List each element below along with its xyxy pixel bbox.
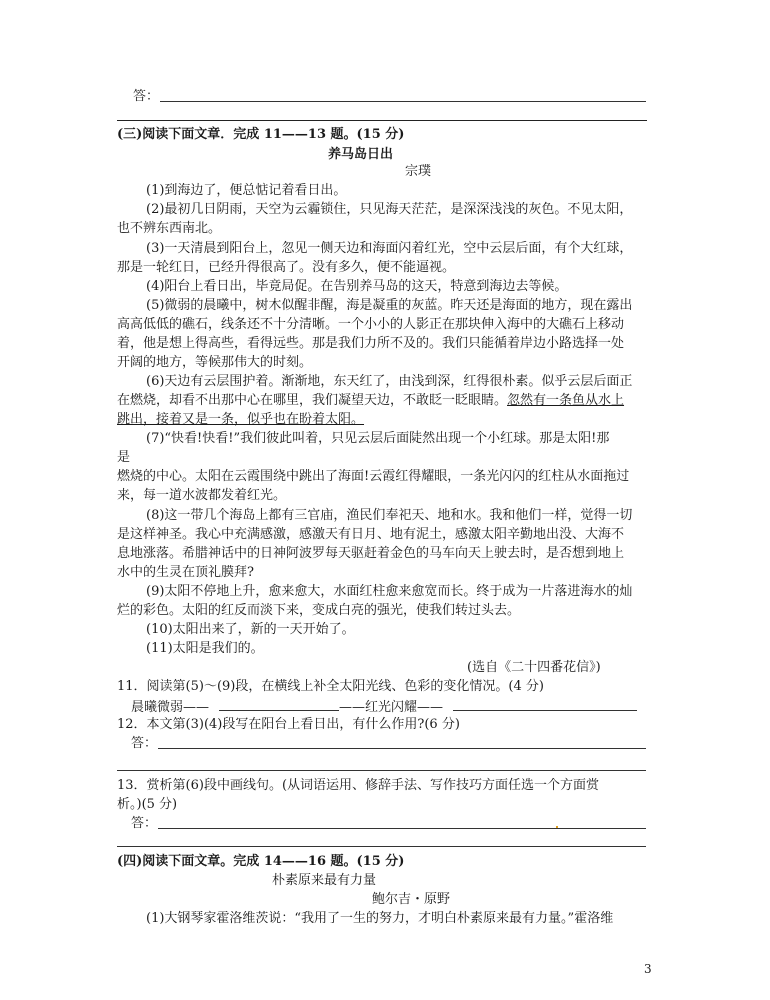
paragraph-8: (8)这一带几个海岛上都有三官庙，渔民们奉祀天、地和水。我和他们一样，觉得一切	[146, 508, 633, 523]
page-number: 3	[644, 962, 652, 976]
paragraph-7-cont: 燃烧的中心。太阳在云霞围绕中跳出了海面!云霞红得耀眼，一条光闪闪的红柱从水面拖过	[117, 469, 630, 484]
q13-answer-label: 答：	[131, 816, 158, 831]
q12-answer-line-1[interactable]	[158, 748, 646, 749]
paragraph-3-cont: 那是一轮红日，已经升得很高了。没有多久，便不能逼视。	[117, 260, 456, 275]
article-author: 宗璞	[405, 164, 432, 179]
q13-answer-line-1[interactable]	[158, 828, 646, 829]
paragraph-5-cont: 着，他是想上得高些，看得远些。那是我们力所不及的。我们只能循着岸边小路选择一处	[117, 336, 625, 351]
underlined-sentence-cont: 跳出，接着又是一条，似乎也在盼着太阳。	[117, 412, 365, 427]
question-11: 11．阅读第(5)～(9)段，在横线上补全太阳光线、色彩的变化情况。(4 分)	[117, 679, 544, 694]
article-source: (选自《二十四番花信》)	[467, 660, 601, 675]
q11-blank-1[interactable]	[219, 696, 339, 711]
article2-title: 朴素原来最有力量	[272, 873, 377, 888]
paragraph-7: (7)“快看!快看!”我们彼此叫着，只见云层后面陡然出现一个小红球。那是太阳!那	[146, 431, 610, 446]
paragraph-9-cont: 烂的彩色。太阳的红反而淡下来，变成白亮的强光，使我们转过头去。	[117, 603, 521, 618]
underlined-sentence: 忽然有一条鱼从水上	[507, 393, 625, 408]
question-11-blanks	[131, 696, 637, 717]
paragraph-9: (9)太阳不停地上升，愈来愈大，水面红柱愈来愈宽而长。终于成为一片落进海水的灿	[146, 584, 633, 599]
paragraph-10: (10)太阳出来了，新的一天开始了。	[146, 622, 355, 637]
paragraph-8-cont: 水中的生灵在顶礼膜拜?	[117, 565, 254, 580]
section4-header: (四)阅读下面文章。完成 14——16 题。(15 分)	[117, 854, 405, 869]
paragraph-4: (4)阳台上看日出，毕竟局促。在告别养马岛的这天，特意到海边去等候。	[146, 279, 568, 294]
ink-dot	[556, 826, 558, 828]
section3-header: (三)阅读下面文章．完成 11——13 题。(15 分)	[117, 127, 405, 142]
paragraph-2-cont: 也不辨东西南北。	[117, 221, 222, 236]
paragraph-3: (3)一天清晨到阳台上，忽见一侧天边和海面闪着红光，空中云层后面，有个大红球，	[146, 241, 633, 256]
paragraph-5-cont: 开阔的地方，等候那伟大的时刻。	[117, 355, 313, 370]
article2-author: 鲍尔吉・原野	[372, 892, 451, 907]
article2-paragraph-1: (1)大钢琴家霍洛维茨说：“我用了一生的努力，才明白朴素原来最有力量。”霍洛维	[146, 911, 614, 926]
q11-part2: ——红光闪耀——	[339, 700, 444, 715]
q11-blank-2[interactable]	[453, 696, 637, 711]
question-12: 12．本文第(3)(4)段写在阳台上看日出，有什么作用?(6 分)	[117, 717, 460, 732]
question-13-cont: 析。)(5 分)	[117, 797, 178, 812]
paragraph-11: (11)太阳是我们的。	[146, 641, 264, 656]
paragraph-6-cont	[117, 391, 624, 410]
paragraph-6: (6)天边有云层围护着。渐渐地，东天红了，由浅到深，红得很朴素。似乎云层后面正	[146, 374, 633, 389]
q11-part1: 晨曦微弱——	[131, 700, 210, 715]
paragraph-6-text: 在燃烧，却看不出那中心在哪里，我们凝望天边，不敢眨一眨眼睛。	[117, 393, 508, 408]
q12-answer-label: 答：	[131, 736, 158, 751]
answer-line	[160, 101, 646, 102]
paragraph-2: (2)最初几日阴雨，天空为云霾锁住，只见海天茫茫，是深深浅浅的灰色。不见太阳，	[146, 202, 633, 217]
paragraph-7-cont: 是	[117, 450, 131, 465]
q12-answer-line-2[interactable]	[117, 770, 646, 771]
question-13: 13．赏析第(6)段中画线句。(从词语运用、修辞手法、写作技巧方面任选一个方面赏	[117, 778, 600, 793]
paragraph-8-cont: 息地涨落。希腊神话中的日神阿波罗每天驱赶着金色的马车向天上驶去时，是否想到地上	[117, 546, 625, 561]
paragraph-8-cont: 是这样神圣。我心中充满感激，感激天有日月、地有泥土，感激太阳辛勤地出没、大海不	[117, 527, 625, 542]
article-title: 养马岛日出	[328, 147, 394, 162]
paragraph-1: (1)到海边了，便总惦记着看日出。	[146, 183, 347, 198]
paragraph-5-cont: 高高低低的礁石，线条还不十分清晰。一个小小的人影正在那块伸入海中的大礁石上移动	[117, 317, 625, 332]
q13-answer-line-2[interactable]	[117, 846, 646, 847]
paragraph-5: (5)微弱的晨曦中，树木似醒非醒，海是凝重的灰蓝。昨天还是海面的地方，现在露出	[146, 298, 633, 313]
section-divider	[117, 120, 647, 121]
answer-label: 答：	[133, 89, 160, 104]
paragraph-7-cont: 来，每一道水波都发着红光。	[117, 488, 287, 503]
